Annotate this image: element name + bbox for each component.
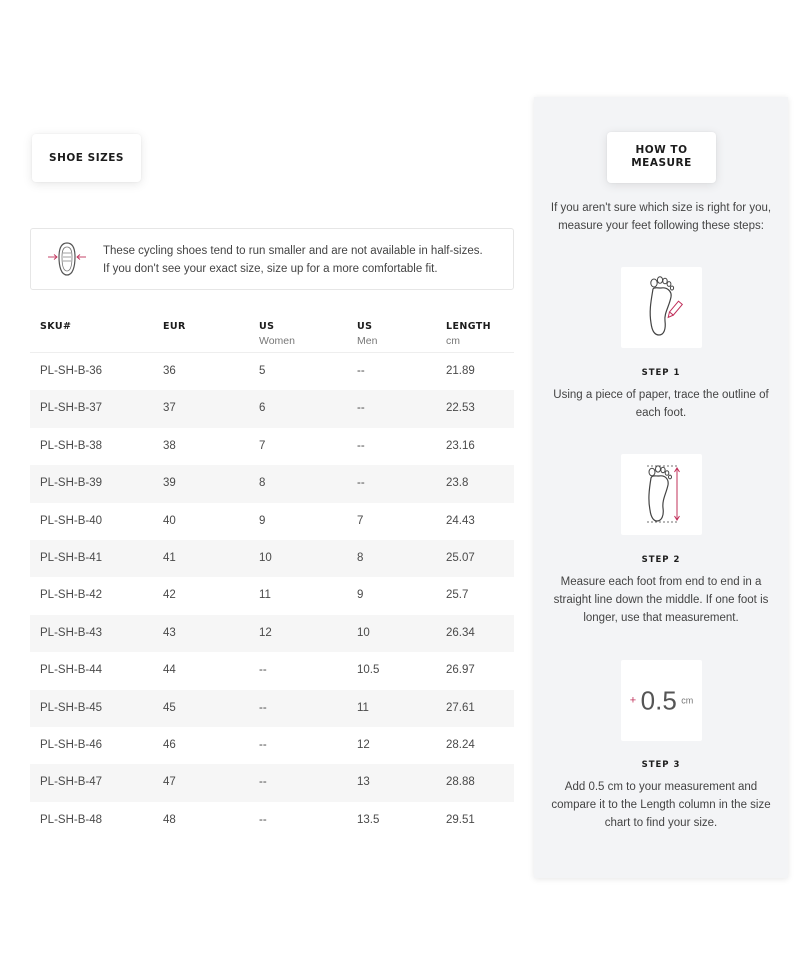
how-to-measure-panel	[534, 97, 788, 878]
cell-eur: 37	[163, 402, 176, 415]
cell-us-women: 7	[259, 439, 266, 452]
size-table	[30, 311, 514, 839]
table-row	[30, 540, 514, 577]
fit-notice	[30, 228, 514, 290]
cell-sku: PL-SH-B-39	[40, 477, 102, 490]
cell-eur: 36	[163, 365, 176, 377]
cell-us-men: 10.5	[357, 664, 380, 677]
table-row	[30, 727, 514, 764]
table-row	[30, 390, 514, 427]
cell-eur: 48	[163, 813, 176, 826]
cell-length: 26.97	[446, 664, 475, 677]
cell-length: 27.61	[446, 701, 475, 714]
cell-sku: PL-SH-B-36	[40, 365, 102, 377]
add-half-cm-icon	[621, 660, 702, 741]
cell-us-men: 9	[357, 589, 364, 602]
cell-eur: 46	[163, 738, 176, 751]
table-row	[30, 353, 514, 390]
cell-us-women: 5	[259, 365, 266, 377]
cell-sku: PL-SH-B-42	[40, 589, 102, 602]
cell-sku: PL-SH-B-43	[40, 626, 102, 639]
cell-us-women: 8	[259, 477, 266, 490]
cell-sku: PL-SH-B-41	[40, 551, 102, 564]
table-row	[30, 690, 514, 727]
measure-intro: If you aren't sure which size is right for you, measure your feet following these steps:	[550, 202, 772, 232]
notice-line-2: If you don't see your exact size, size up for a more comfortable fit.	[103, 263, 438, 275]
cell-us-women: 12	[259, 626, 272, 639]
add-half-cm-graphic	[621, 660, 702, 741]
cell-us-men: 13.5	[357, 813, 380, 826]
header-us-women: US Women	[259, 321, 295, 347]
header-length: LENGTH cm	[446, 321, 491, 347]
cell-us-women: 11	[259, 589, 271, 602]
plus-sign: +	[629, 694, 637, 707]
cell-sku: PL-SH-B-44	[40, 664, 102, 677]
shoe-sizes-title: SHOE SIZES	[32, 134, 141, 182]
notice-line-1: These cycling shoes tend to run smaller and are not available in half-sizes.	[103, 245, 483, 257]
cell-us-women: --	[259, 776, 267, 789]
cell-us-men: --	[357, 365, 365, 377]
shoe-sole-icon	[47, 239, 87, 279]
table-header	[30, 311, 514, 353]
header-sku: SKU#	[40, 321, 72, 332]
cell-length: 23.16	[446, 439, 475, 452]
cell-eur: 38	[163, 439, 176, 452]
cell-length: 25.7	[446, 589, 469, 602]
cell-us-women: 9	[259, 514, 266, 527]
cell-length: 22.53	[446, 402, 475, 415]
cell-sku: PL-SH-B-48	[40, 813, 102, 826]
cell-sku: PL-SH-B-37	[40, 402, 102, 415]
cell-length: 28.24	[446, 738, 475, 751]
cell-eur: 47	[163, 776, 176, 789]
cell-length: 26.34	[446, 626, 475, 639]
cell-length: 29.51	[446, 813, 475, 826]
step-3-label: STEP 3	[641, 760, 681, 770]
cell-us-men: 12	[357, 738, 370, 751]
cell-sku: PL-SH-B-46	[40, 738, 102, 751]
table-row	[30, 802, 514, 839]
table-row	[30, 652, 514, 689]
cell-eur: 41	[163, 551, 176, 564]
cell-length: 28.88	[446, 776, 475, 789]
cell-us-women: 10	[259, 551, 272, 564]
cell-eur: 39	[163, 477, 176, 490]
foot-measure-icon	[621, 454, 702, 535]
cell-length: 25.07	[446, 551, 475, 564]
cell-eur: 42	[163, 589, 176, 602]
cell-us-men: --	[357, 402, 365, 415]
cell-us-men: 13	[357, 776, 370, 789]
cell-length: 21.89	[446, 365, 475, 377]
table-body	[30, 353, 514, 839]
step-2-label: STEP 2	[641, 555, 681, 565]
add-value: 0.5	[640, 685, 677, 716]
table-row	[30, 428, 514, 465]
table-row	[30, 615, 514, 652]
notice-text	[103, 242, 483, 278]
cell-eur: 44	[163, 664, 176, 677]
cell-us-men: 8	[357, 551, 364, 564]
cell-us-men: --	[357, 439, 365, 452]
step-2-text: Measure each foot from end to end in a straight line down the middle. If one foot is longer, use that measurement.	[553, 576, 769, 624]
table-row	[30, 465, 514, 502]
cell-us-men: 7	[357, 514, 364, 527]
table-row	[30, 577, 514, 614]
cell-us-women: 6	[259, 402, 266, 415]
header-eur: EUR	[163, 321, 186, 332]
header-us-men: US Men	[357, 321, 378, 347]
cell-us-women: --	[259, 813, 267, 826]
cell-eur: 40	[163, 514, 176, 527]
foot-trace-icon	[621, 267, 702, 348]
cell-eur: 43	[163, 626, 176, 639]
cell-us-men: 11	[357, 701, 369, 714]
table-row	[30, 764, 514, 801]
add-unit: cm	[681, 695, 694, 706]
table-row	[30, 503, 514, 540]
cell-sku: PL-SH-B-38	[40, 439, 102, 452]
cell-eur: 45	[163, 701, 176, 714]
cell-us-men: 10	[357, 626, 370, 639]
step-1-label: STEP 1	[641, 368, 681, 378]
step-1-text: Using a piece of paper, trace the outline of each foot.	[553, 389, 769, 419]
step-3-text: Add 0.5 cm to your measurement and compare it to the Length column in the size chart to find your size.	[551, 781, 771, 829]
cell-length: 23.8	[446, 477, 469, 490]
cell-us-women: --	[259, 738, 267, 751]
cell-length: 24.43	[446, 514, 475, 527]
cell-us-women: --	[259, 664, 267, 677]
cell-sku: PL-SH-B-40	[40, 514, 102, 527]
cell-sku: PL-SH-B-47	[40, 776, 102, 789]
how-to-measure-title: HOW TO MEASURE	[607, 132, 716, 183]
cell-us-women: --	[259, 701, 267, 714]
cell-sku: PL-SH-B-45	[40, 701, 102, 714]
cell-us-men: --	[357, 477, 365, 490]
